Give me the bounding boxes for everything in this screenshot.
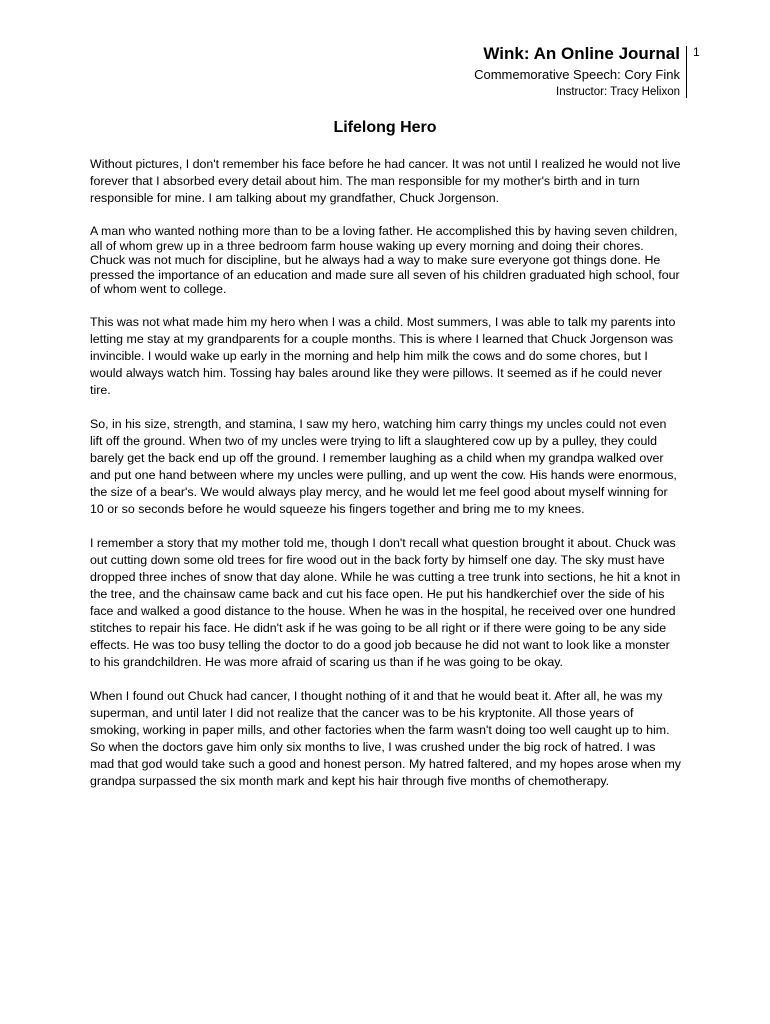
page-number: 1 bbox=[693, 45, 700, 59]
running-header bbox=[474, 44, 680, 99]
paragraph-1: Without pictures, I don't remember his face before he had cancer. It was not until I realized he would not live forever that I absorbed every detail about him. The man responsible for my mother's birth and in turn responsible for mine. I am talking about my grandfather, Chuck Jorgenson. bbox=[90, 157, 681, 205]
instructor-name: Instructor: Tracy Helixon bbox=[556, 86, 680, 98]
paragraph-4: So, in his size, strength, and stamina, I saw my hero, watching him carry things my uncles could not even lift off the ground. When two of my uncles were trying to lift a slaughtered cow up by a pulley, they could barely get the back end up off the ground. I remember laughing as a child when my grandpa walked over and put one hand between where my uncles were pulling, and up went the cow. His hands were enormous, the size of a bear's. We would always play mercy, and he would let me feel good about myself winning for 10 or so seconds before he would squeeze his fingers together and bring me to my knees. bbox=[90, 416, 677, 516]
speech-title: Commemorative Speech: Cory Fink bbox=[474, 67, 680, 82]
paragraph-5: I remember a story that my mother told me, though I don't recall what question brought it about. Chuck was out cutting down some old trees for fire wood out in the back forty by himself one day. The sky must have dropped three inches of snow that day alone. While he was cutting a tree trunk into sections, he hit a knot in the tree, and the chainsaw came back and cut his face open. He put his handkerchief over the side of his face and walked a good distance to the house. When he was in the hospital, he received over one hundred stitches to repair his face. He didn't ask if he was going to be all right or if there were going to be any side effects. He was too busy telling the doctor to do a good job because he did not want to look like a monster to his grandchildren. He was more afraid of scaring us than if he was going to be okay. bbox=[90, 535, 681, 669]
paragraph-2: A man who wanted nothing more than to be a loving father. He accomplished this by having seven children, all of whom grew up in a three bedroom farm house waking up every morning and doing their chores. Chuck was not much for discipline, but he always had a way to make sure everyone got things done. He pressed the importance of an education and made sure all seven of his children graduated high school, four of whom went to college. bbox=[90, 224, 680, 297]
paragraph-3: This was not what made him my hero when I was a child. Most summers, I was able to talk my parents into letting me stay at my grandparents for a couple months. This is where I learned that Chuck Jorgenson was invincible. I would wake up early in the morning and help him milk the cows and do some chores, but I would always watch him. Tossing hay bales around like they were pillows. It seemed as if he could never tire. bbox=[90, 314, 676, 397]
journal-title: Wink: An Online Journal bbox=[483, 44, 680, 63]
document-body bbox=[90, 156, 682, 807]
document-title: Lifelong Hero bbox=[333, 119, 437, 136]
paragraph-6: When I found out Chuck had cancer, I thought nothing of it and that he would beat it. After all, he was my superman, and until later I did not realize that the cancer was to be his kryptonite. All those years of smoking, working in paper mills, and other factories when the farm wasn't doing too well caught up to him. So when the doctors gave him only six months to live, I was crushed under the big rock of hatred. I was mad that god would take such a good and honest person. My hatred faltered, and my hopes arose when my grandpa surpassed the six month mark and kept his hair through five months of chemotherapy. bbox=[90, 688, 681, 788]
header-divider bbox=[686, 46, 687, 98]
